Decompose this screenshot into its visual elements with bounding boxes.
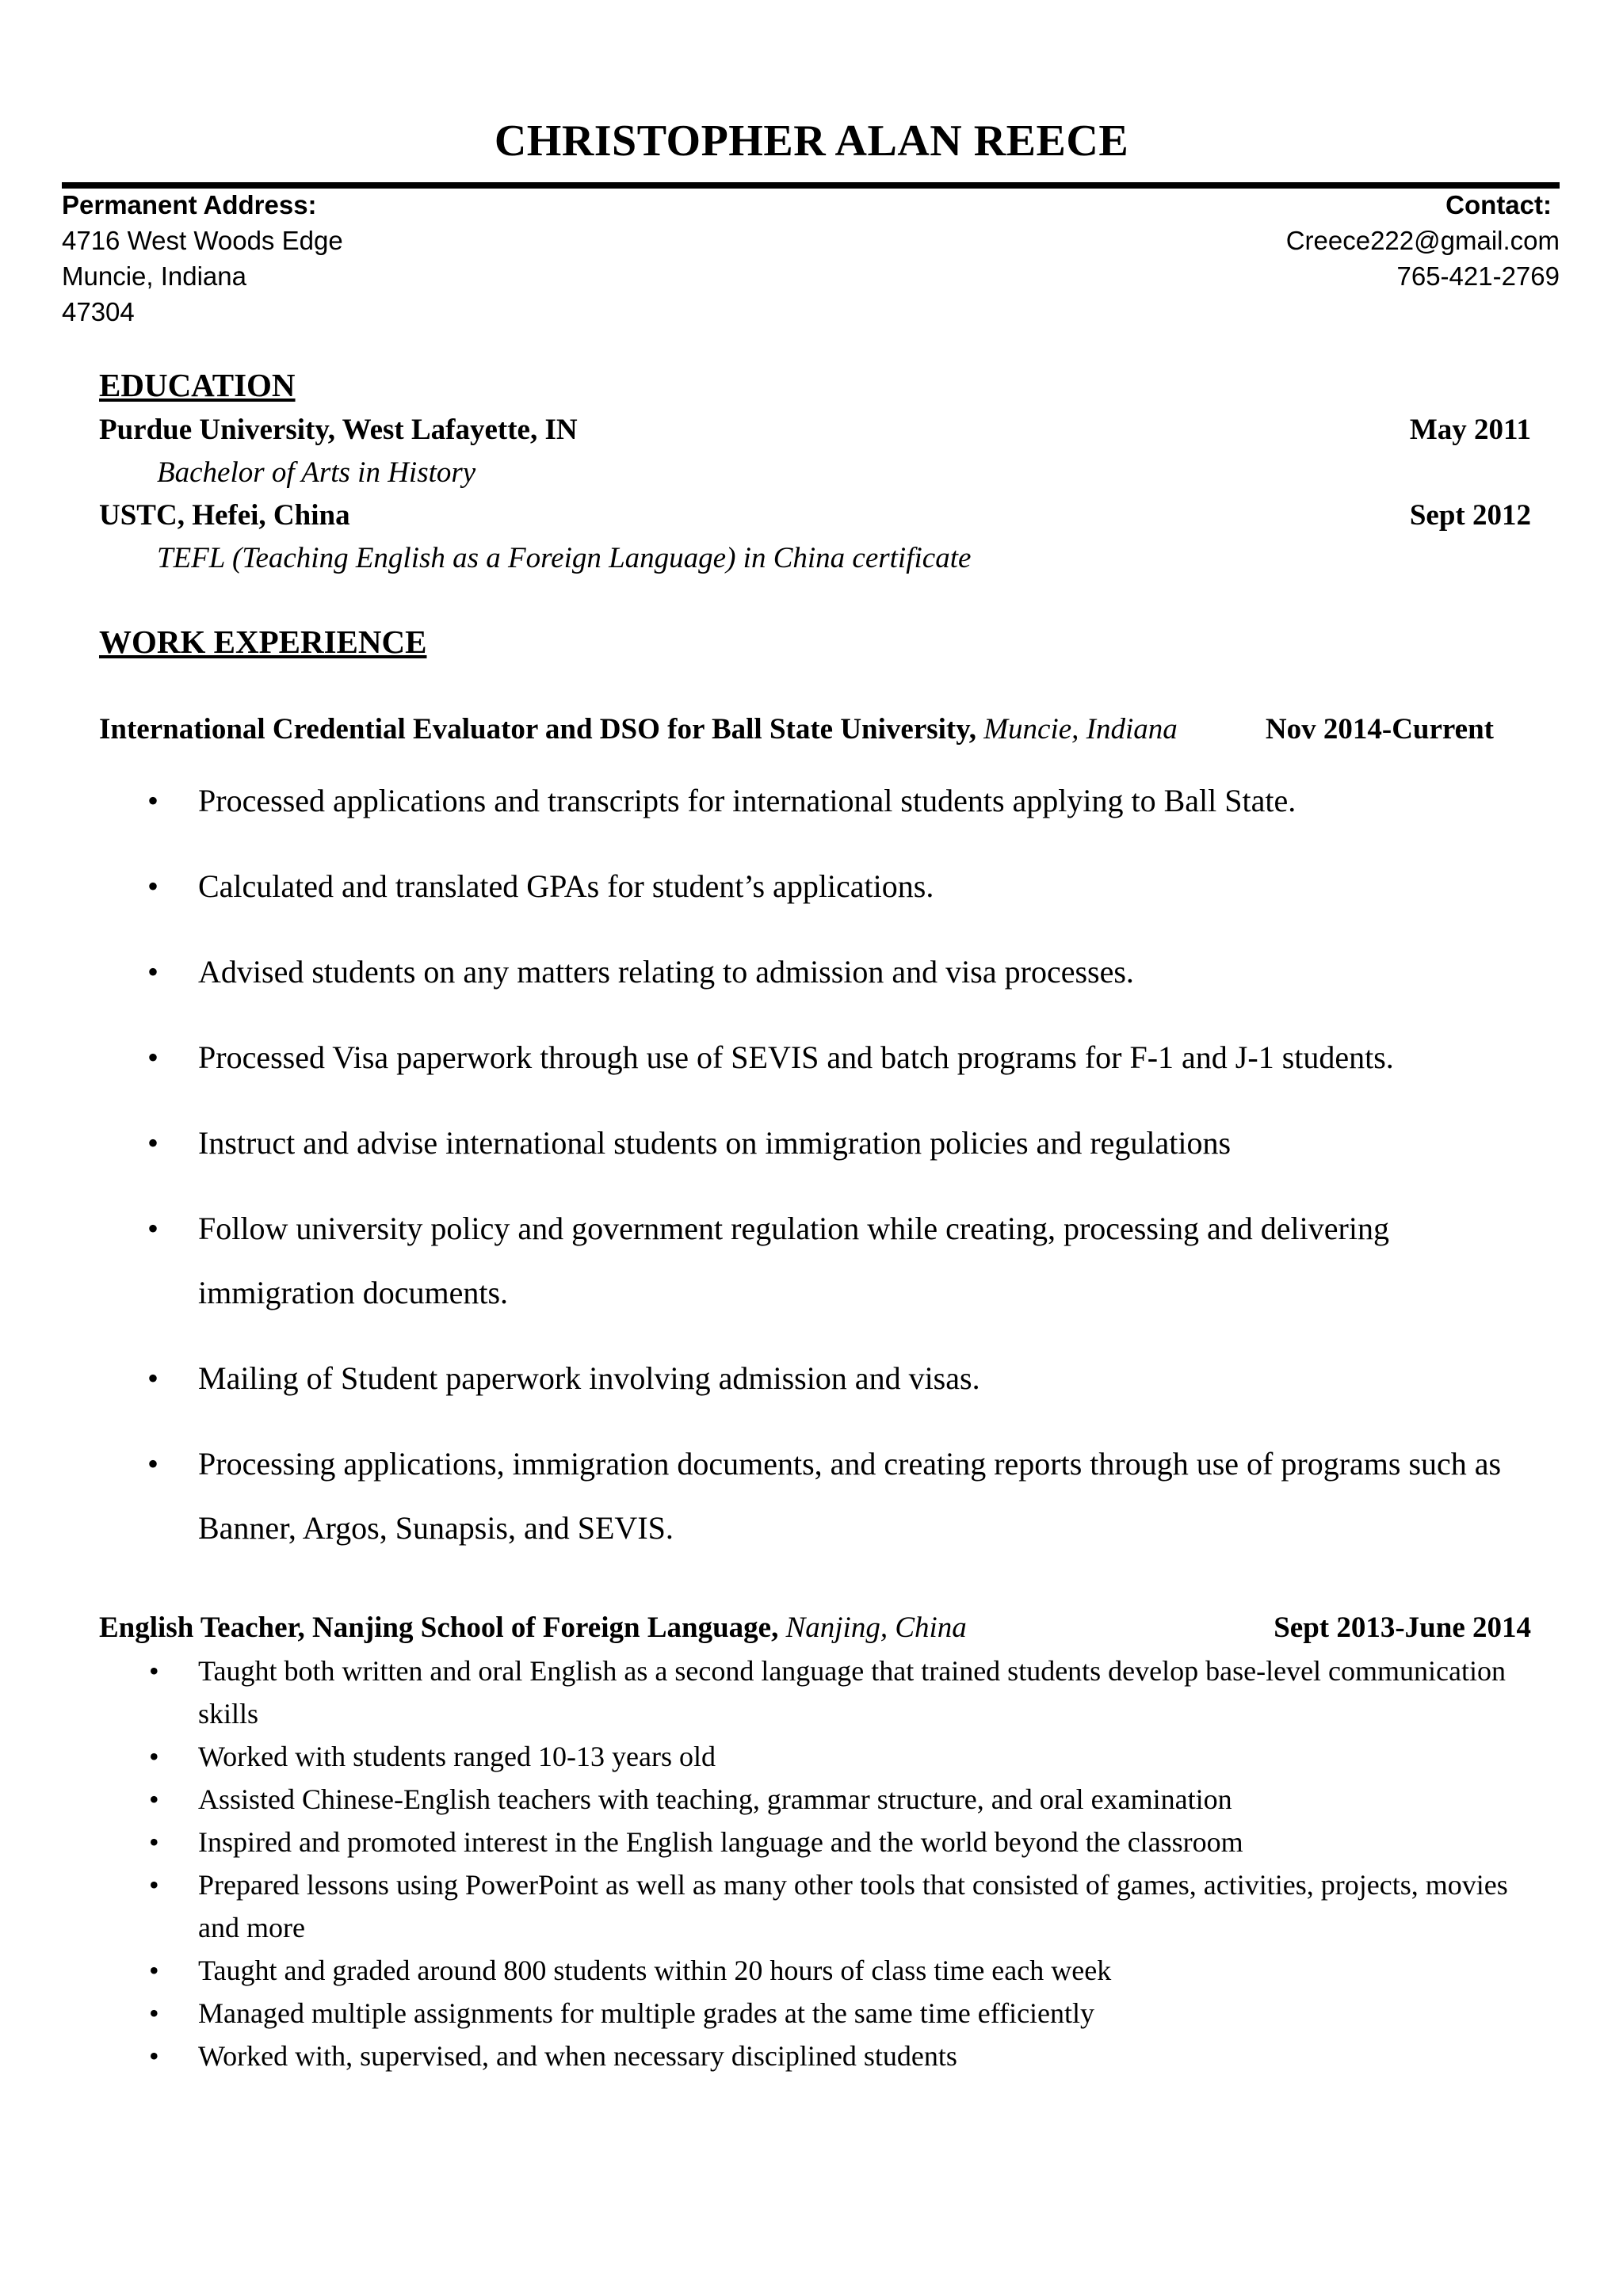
contact-label: Contact: xyxy=(1445,190,1552,219)
list-item: • Calculated and translated GPAs for student’s applications. xyxy=(0,854,1529,918)
job-role: International Credential Evaluator and DSO for Ball State University, xyxy=(99,713,976,746)
address-line-street: 4716 West Woods Edge xyxy=(62,226,343,255)
list-item: • Worked with, supervised, and when necessary disciplined students xyxy=(0,2035,1529,2077)
list-item: • Processed Visa paperwork through use of SEVIS and batch programs for F-1 and J-1 students. xyxy=(0,1025,1529,1089)
work-experience-heading: WORK EXPERIENCE xyxy=(99,624,427,660)
job-bullets-ball-state xyxy=(0,769,1623,1581)
job-title xyxy=(99,1613,967,1642)
list-item: • Worked with students ranged 10-13 years old xyxy=(0,1735,1529,1778)
list-item: • Instruct and advise international students on immigration policies and regulations xyxy=(0,1111,1529,1175)
list-item: • Processed applications and transcripts for international students applying to Ball State. xyxy=(0,769,1529,833)
list-item: • Assisted Chinese-English teachers with teaching, grammar structure, and oral examination xyxy=(0,1778,1529,1821)
education-heading: EDUCATION xyxy=(99,367,296,403)
list-item: • Processing applications, immigration documents, and creating reports through use of programs such as Banner, Argos, Sunapsis, and SEVIS. xyxy=(0,1432,1529,1560)
list-item: • Inspired and promoted interest in the English language and the world beyond the classroom xyxy=(0,1821,1529,1863)
resume-name: CHRISTOPHER ALAN REECE xyxy=(494,116,1129,166)
permanent-address-label: Permanent Address: xyxy=(62,190,317,219)
list-item: • Follow university policy and government regulation while creating, processing and delivering immigration documents. xyxy=(0,1196,1529,1325)
permanent-address-block xyxy=(62,187,343,330)
education-certificate: TEFL (Teaching English as a Foreign Language) in China certificate xyxy=(157,542,972,574)
job-date: Nov 2014-Current xyxy=(1265,713,1494,746)
job-role: English Teacher, Nanjing School of Foreign Language, xyxy=(99,1611,779,1644)
education-degree: Bachelor of Arts in History xyxy=(157,456,476,489)
contact-block xyxy=(1286,187,1560,294)
list-item: • Taught both written and oral English as a second language that trained students develop base-level communication skills xyxy=(0,1650,1529,1735)
list-item: • Taught and graded around 800 students within 20 hours of class time each week xyxy=(0,1949,1529,1992)
list-item: • Managed multiple assignments for multiple grades at the same time efficiently xyxy=(0,1992,1529,2035)
education-school: USTC, Hefei, China xyxy=(99,499,350,532)
address-line-city: Muncie, Indiana xyxy=(62,261,246,291)
job-location: Nanjing, China xyxy=(785,1611,967,1644)
education-date: Sept 2012 xyxy=(1409,499,1531,532)
contact-email: Creece222@gmail.com xyxy=(1285,226,1560,255)
address-line-zip: 47304 xyxy=(62,297,135,326)
job-bullets-nanjing xyxy=(0,1650,1623,2077)
job-title xyxy=(99,715,1178,744)
list-item: • Advised students on any matters relating to admission and visa processes. xyxy=(0,940,1529,1004)
education-date: May 2011 xyxy=(1409,414,1531,446)
contact-phone: 765-421-2769 xyxy=(1396,261,1560,291)
education-school: Purdue University, West Lafayette, IN xyxy=(99,414,578,446)
list-item: • Mailing of Student paperwork involving admission and visas. xyxy=(0,1346,1529,1410)
job-location: Muncie, Indiana xyxy=(983,713,1178,746)
job-date: Sept 2013-June 2014 xyxy=(1274,1611,1531,1644)
list-item: • Prepared lessons using PowerPoint as well as many other tools that consisted of games, activities, projects, movies and more xyxy=(0,1863,1529,1949)
